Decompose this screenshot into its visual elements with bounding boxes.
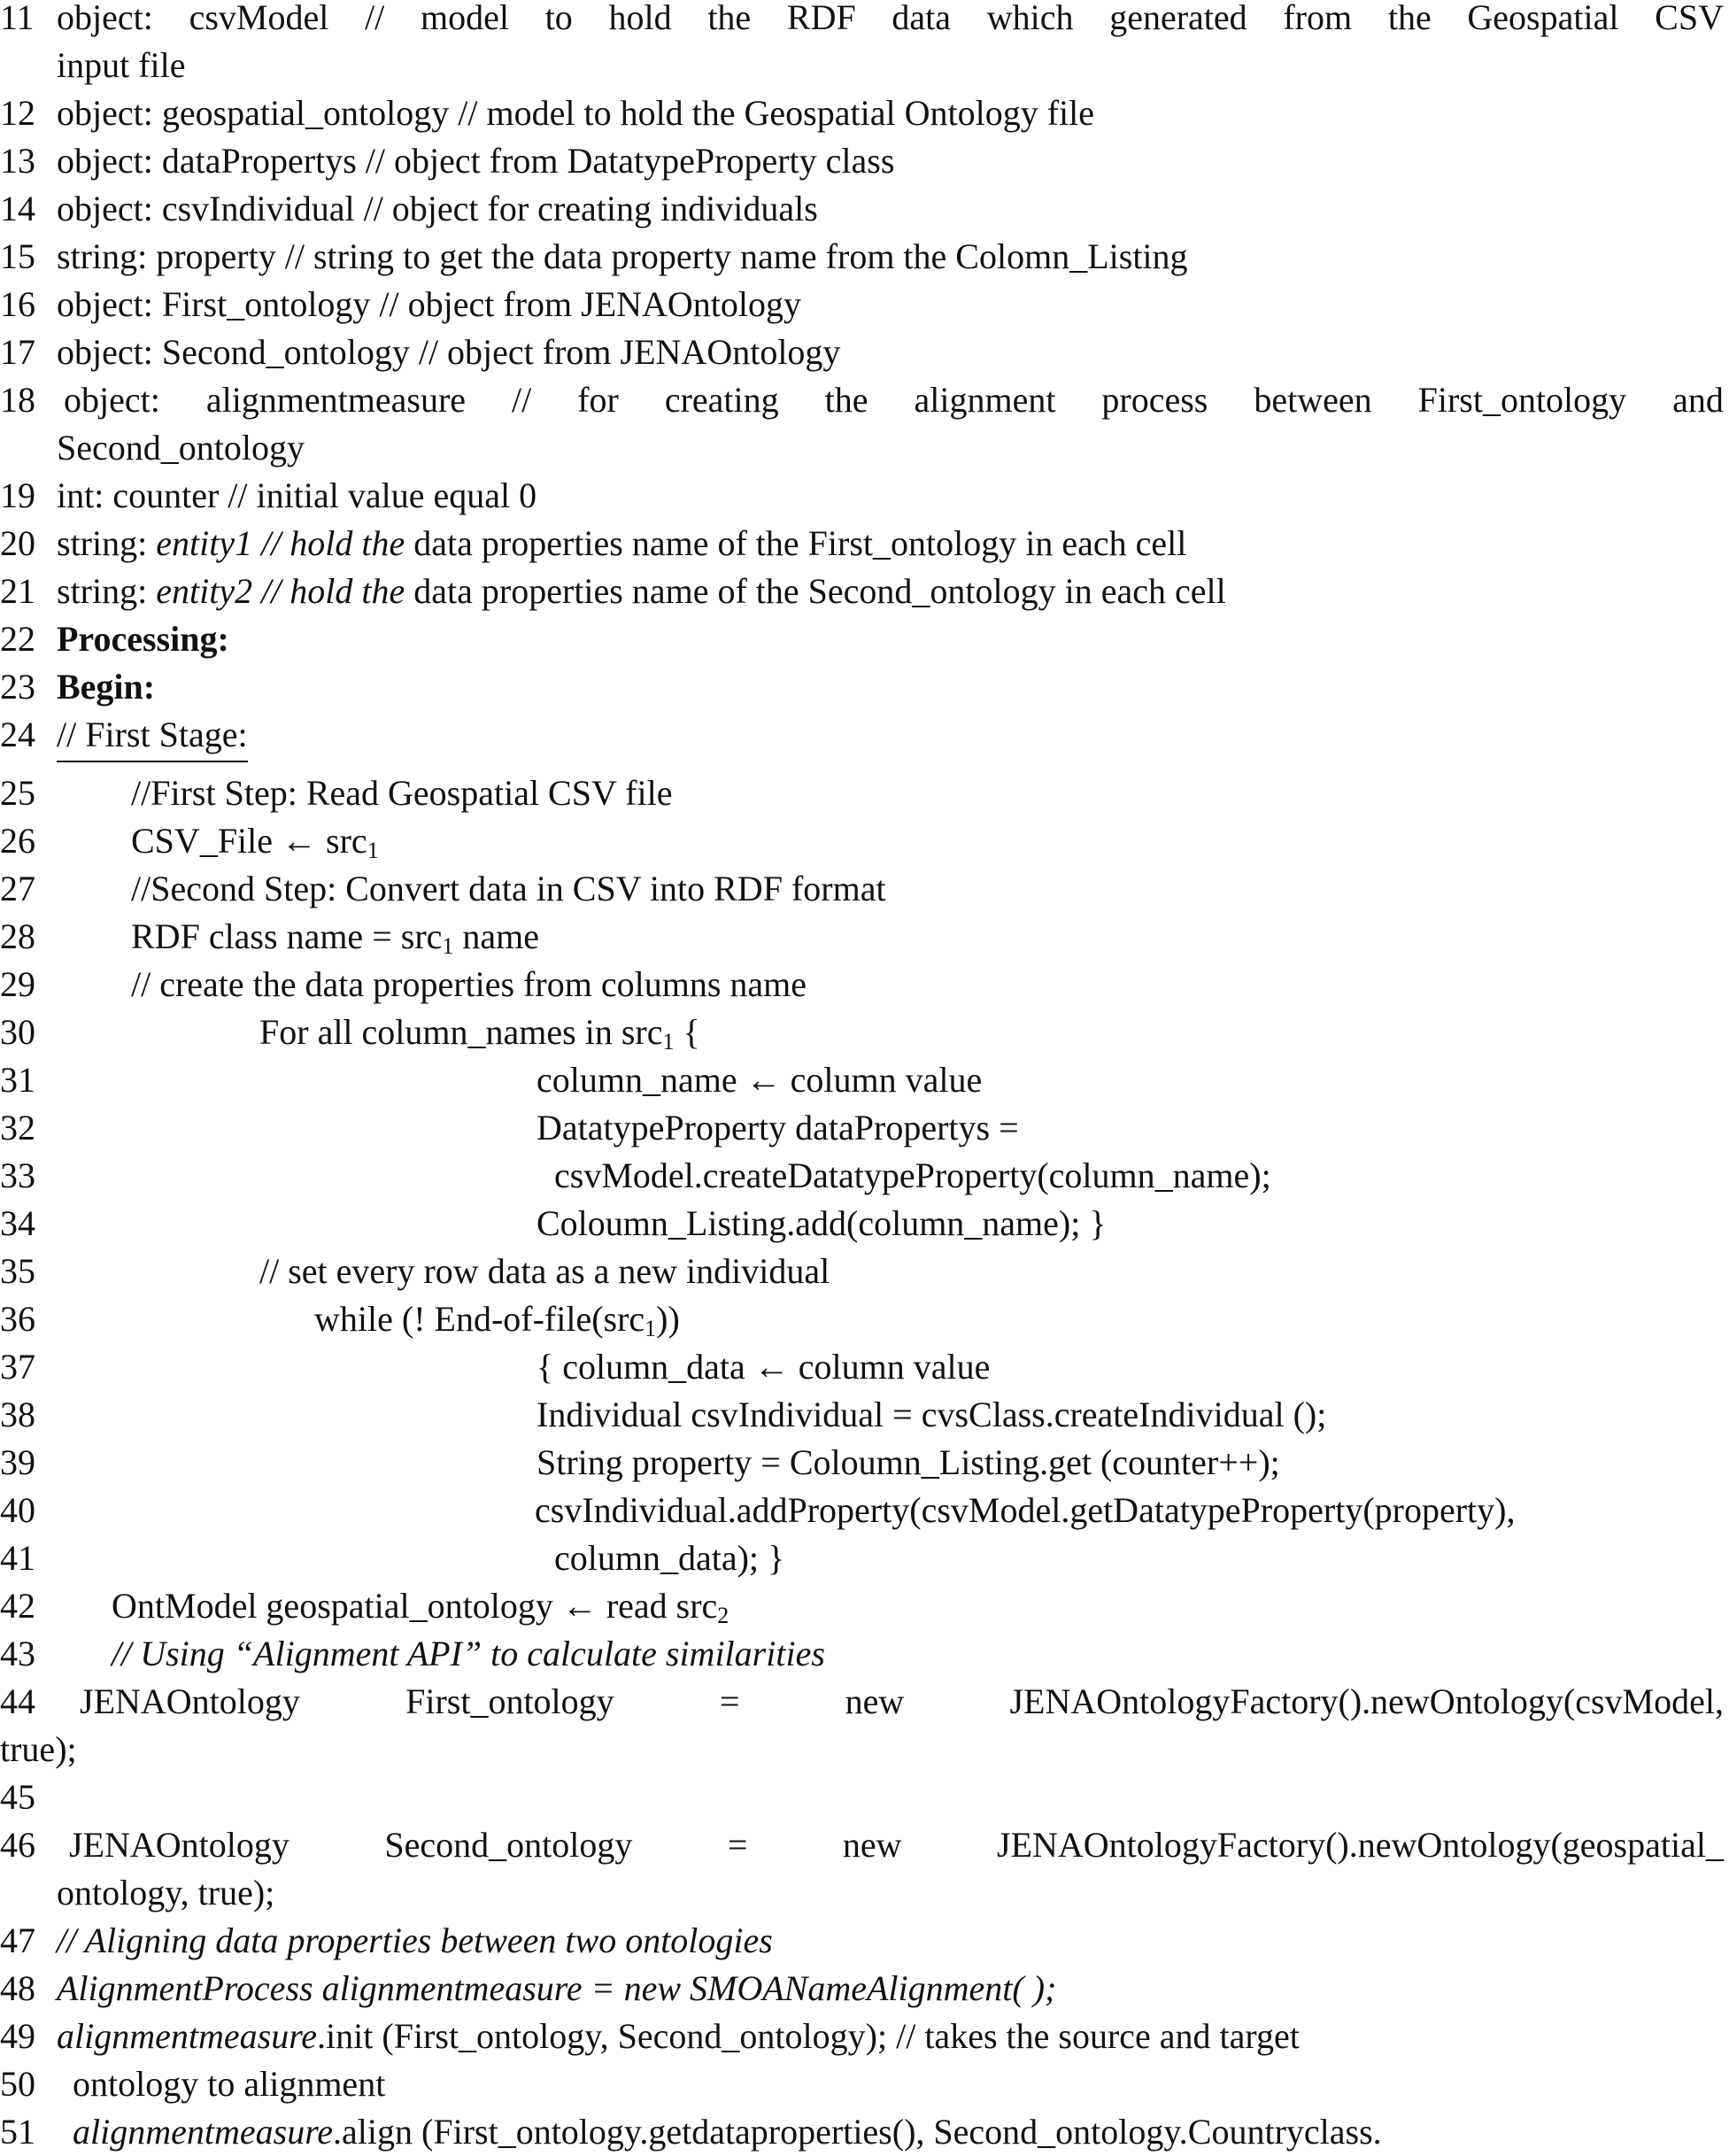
line-number: 28 — [0, 916, 35, 956]
code-line — [0, 520, 1729, 568]
text-segment: name — [453, 916, 540, 956]
line-text: DatatypeProperty dataPropertys = — [536, 1108, 1019, 1148]
line-number: 18 — [0, 380, 35, 420]
line-number: 50 — [0, 2064, 35, 2104]
stage-heading: // First Stage: — [57, 711, 248, 762]
code-line — [0, 0, 1729, 42]
code-line — [0, 42, 1729, 89]
word: the — [824, 380, 868, 420]
word: between — [1254, 380, 1372, 420]
italic-segment: alignmentmeasure — [73, 2112, 334, 2152]
comment-line: // Using “Alignment API” to calculate similarities — [112, 1634, 825, 1673]
code-line — [0, 1248, 1729, 1295]
line-text: object: Second_ontology // object from JENAOntology — [57, 332, 841, 372]
line-text: AlignmentProcess alignmentmeasure = new SMOANameAlignment( ); — [57, 1968, 1057, 2008]
code-line — [0, 1630, 1729, 1678]
line-number: 51 — [0, 2112, 35, 2152]
line-number: 26 — [0, 821, 35, 861]
line-number: 46 — [0, 1825, 35, 1865]
word: First_ontology — [405, 1681, 614, 1721]
line-text: //First Step: Read Geospatial CSV file — [131, 773, 673, 813]
code-line — [0, 663, 1729, 711]
line-text: csvModel.createDatatypeProperty(column_name); — [554, 1155, 1271, 1195]
text-segment: data properties name of the First_ontology in each cell — [405, 523, 1187, 563]
code-line — [0, 1008, 1729, 1056]
text-segment: { — [674, 1012, 700, 1052]
line-text: csvIndividual.addProperty(csvModel.getDatatypeProperty(property), — [535, 1490, 1516, 1530]
line-text: Individual csvIndividual = cvsClass.createIndividual (); — [536, 1395, 1327, 1434]
code-line — [0, 1295, 1729, 1343]
line-text: int: counter // initial value equal 0 — [57, 475, 537, 515]
word: = — [727, 1825, 748, 1865]
word: // — [512, 380, 532, 420]
line-number: 40 — [0, 1490, 35, 1530]
line-number: 38 — [0, 1395, 35, 1434]
line-text — [57, 2013, 1300, 2060]
word: = — [719, 1681, 740, 1721]
word: new — [842, 1825, 902, 1865]
line-number: 25 — [0, 773, 35, 813]
word: JENAOntology — [69, 1825, 289, 1865]
line-number: 24 — [0, 715, 35, 754]
word: JENAOntologyFactory().newOntology(csvModel, — [1009, 1681, 1724, 1721]
line-number: 30 — [0, 1012, 35, 1052]
code-line — [0, 376, 1729, 424]
code-line — [0, 1773, 1729, 1821]
line-number: 48 — [0, 1968, 35, 2008]
line-text: column_name ← column value — [536, 1060, 983, 1100]
subscript: 1 — [662, 1029, 675, 1055]
code-line — [0, 817, 1729, 865]
word: alignment — [914, 380, 1056, 420]
line-text: object: First_ontology // object from JENAOntology — [57, 284, 802, 324]
text-segment: .init (First_ontology, Second_ontology); // takes the source and target — [317, 2016, 1300, 2056]
line-number: 23 — [0, 667, 35, 707]
line-number: 21 — [0, 571, 35, 611]
subscript: 1 — [367, 838, 379, 863]
word: JENAOntology — [80, 1681, 300, 1721]
line-number: 37 — [0, 1347, 35, 1387]
word: data — [892, 0, 952, 37]
line-text: Coloumn_Listing.add(column_name); } — [536, 1203, 1107, 1243]
text-segment: OntModel geospatial_ontology ← read src — [112, 1586, 718, 1626]
section-heading: Processing: — [57, 619, 229, 659]
section-heading: Begin: — [57, 667, 156, 707]
line-number: 14 — [0, 189, 35, 228]
code-line — [0, 328, 1729, 376]
code-line — [0, 233, 1729, 281]
word: generated — [1109, 0, 1247, 37]
code-line — [0, 1678, 1729, 1726]
word: RDF — [786, 0, 856, 37]
word: and — [1672, 380, 1724, 420]
line-text: // create the data properties from columns name — [131, 964, 807, 1004]
text-segment: RDF class name = src — [131, 916, 443, 956]
line-text — [259, 1008, 700, 1056]
line-text — [131, 913, 539, 961]
code-line — [0, 1917, 1729, 1965]
code-line — [0, 472, 1729, 520]
text-segment: For all column_names in src — [259, 1012, 663, 1052]
line-number: 13 — [0, 141, 35, 181]
subscript: 1 — [645, 1316, 657, 1341]
code-line — [0, 1391, 1729, 1439]
line-number: 27 — [0, 869, 35, 908]
code-line — [0, 137, 1729, 185]
word: // — [365, 0, 385, 37]
text-segment: string: — [57, 523, 157, 563]
code-line — [0, 1821, 1729, 1869]
line-number: 31 — [0, 1060, 35, 1100]
line-number: 43 — [0, 1634, 35, 1673]
line-text — [57, 520, 1186, 568]
text-segment: while (! End-of-file(src — [314, 1299, 645, 1339]
line-text: column_data); } — [554, 1538, 785, 1578]
line-number: 35 — [0, 1251, 35, 1291]
code-line — [0, 424, 1729, 472]
code-line — [0, 1200, 1729, 1248]
code-line — [0, 913, 1729, 961]
word: csvModel — [189, 0, 329, 37]
word: for — [577, 380, 619, 420]
subscript: 1 — [442, 933, 454, 959]
line-text — [80, 1678, 1724, 1726]
line-number: 29 — [0, 964, 35, 1004]
word: Geospatial — [1467, 0, 1619, 37]
code-line — [0, 568, 1729, 615]
code-line — [0, 961, 1729, 1008]
line-number: 15 — [0, 236, 35, 276]
line-text — [69, 1821, 1724, 1869]
line-text — [131, 817, 379, 865]
code-line — [0, 769, 1729, 817]
word: new — [845, 1681, 905, 1721]
code-line — [0, 2013, 1729, 2060]
word: creating — [664, 380, 779, 420]
word: hold — [608, 0, 672, 37]
line-text: object: csvIndividual // object for creating individuals — [57, 189, 818, 228]
line-number: 49 — [0, 2016, 35, 2056]
italic-segment: entity2 // hold the — [156, 571, 405, 611]
line-text — [112, 1582, 729, 1630]
word: JENAOntologyFactory().newOntology(geospatial_ — [997, 1825, 1724, 1865]
code-line — [0, 711, 1729, 759]
code-line — [0, 1965, 1729, 2013]
word: object: — [57, 0, 153, 37]
text-segment: CSV_File ← src — [131, 821, 367, 861]
code-line — [0, 865, 1729, 913]
line-text — [57, 0, 1724, 42]
italic-segment: alignmentmeasure — [57, 2016, 318, 2056]
line-number: 34 — [0, 1203, 35, 1243]
code-line — [0, 1726, 1729, 1773]
line-text: { column_data ← column value — [536, 1347, 991, 1387]
code-line — [0, 1343, 1729, 1391]
word: alignmentmeasure — [205, 380, 467, 420]
line-text: input file — [57, 45, 186, 85]
text-segment: string: — [57, 571, 157, 611]
line-number: 39 — [0, 1442, 35, 1482]
line-text: String property = Coloumn_Listing.get (counter++); — [536, 1442, 1280, 1482]
line-number: 45 — [0, 1777, 35, 1817]
code-line — [0, 1439, 1729, 1487]
line-text: object: geospatial_ontology // model to hold the Geospatial Ontology file — [57, 93, 1095, 133]
italic-segment: entity1 // hold the — [156, 523, 405, 563]
line-number: 42 — [0, 1586, 35, 1626]
line-text: ontology, true); — [57, 1873, 275, 1913]
line-number: 33 — [0, 1155, 35, 1195]
code-line — [0, 185, 1729, 233]
code-line — [0, 1487, 1729, 1534]
line-text: string: property // string to get the data property name from the Colomn_Listing — [57, 236, 1188, 276]
code-line — [0, 1152, 1729, 1200]
word: object: — [64, 380, 160, 420]
word: the — [1387, 0, 1432, 37]
code-line — [0, 1582, 1729, 1630]
line-number: 22 — [0, 619, 35, 659]
line-number: 17 — [0, 332, 35, 372]
line-number: 20 — [0, 523, 35, 563]
line-number: 19 — [0, 475, 35, 515]
line-text: Second_ontology — [57, 428, 305, 468]
line-text: // set every row data as a new individual — [259, 1251, 830, 1291]
code-line — [0, 1104, 1729, 1152]
line-text: ontology to alignment — [73, 2064, 386, 2104]
line-number: 32 — [0, 1108, 35, 1148]
code-line — [0, 1869, 1729, 1917]
code-line — [0, 89, 1729, 137]
line-text: object: dataPropertys // object from DatatypeProperty class — [57, 141, 895, 181]
line-number: 16 — [0, 284, 35, 324]
word: CSV — [1655, 0, 1724, 37]
word: to — [544, 0, 573, 37]
text-segment: data properties name of the Second_ontology in each cell — [405, 571, 1226, 611]
word: process — [1101, 380, 1208, 420]
code-line — [0, 2108, 1729, 2156]
line-text — [73, 2108, 1382, 2156]
word: Second_ontology — [384, 1825, 633, 1865]
word: model — [420, 0, 509, 37]
line-number: 12 — [0, 93, 35, 133]
line-text: //Second Step: Convert data in CSV into RDF format — [131, 869, 886, 908]
code-line — [0, 1534, 1729, 1582]
line-number: 36 — [0, 1299, 35, 1339]
line-number: 11 — [0, 0, 35, 37]
line-text — [314, 1295, 680, 1343]
word: which — [986, 0, 1074, 37]
text-segment: .align (First_ontology.getdataproperties(), Second_ontology.Countryclass. — [333, 2112, 1382, 2152]
line-text: true); — [0, 1729, 77, 1769]
code-line — [0, 2060, 1729, 2108]
line-text — [57, 568, 1226, 615]
code-line — [0, 615, 1729, 663]
text-segment: )) — [656, 1299, 680, 1339]
word: the — [707, 0, 752, 37]
subscript: 2 — [717, 1603, 729, 1628]
code-line — [0, 1056, 1729, 1104]
line-number: 47 — [0, 1920, 35, 1960]
comment-line: // Aligning data properties between two ontologies — [57, 1920, 773, 1960]
word: First_ontology — [1417, 380, 1627, 420]
word: from — [1283, 0, 1353, 37]
line-number: 41 — [0, 1538, 35, 1578]
code-line — [0, 281, 1729, 328]
line-number: 44 — [0, 1681, 35, 1721]
line-text — [64, 376, 1724, 424]
